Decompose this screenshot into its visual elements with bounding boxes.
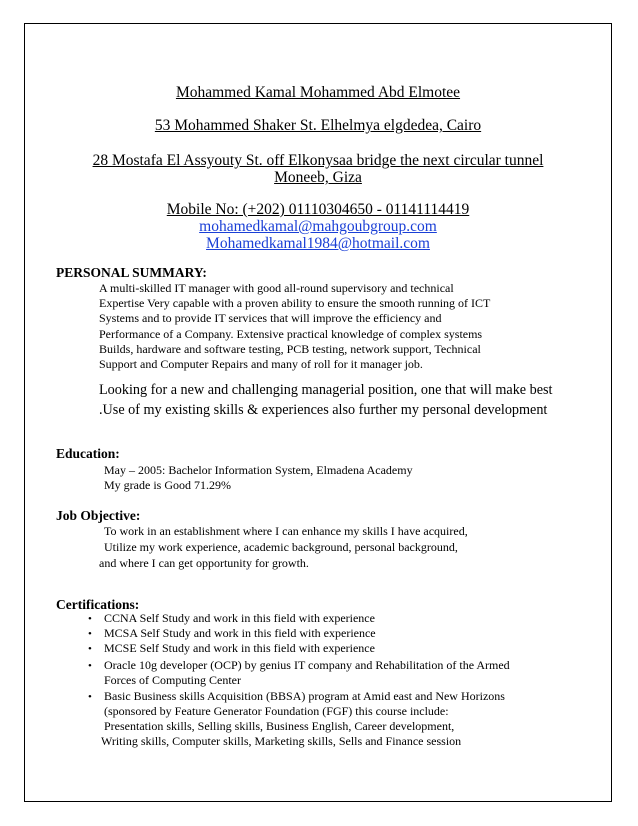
summary-line: Expertise Very capable with a proven ability to ensure the smooth running of ICT <box>99 296 491 311</box>
summary-line: Systems and to provide IT services that will improve the efficiency and <box>99 311 442 326</box>
summary-line: Builds, hardware and software testing, PCB testing, network support, Technical <box>99 341 481 356</box>
certification-item-continued: Forces of Computing Center <box>104 673 241 687</box>
certification-item: MCSA Self Study and work in this field with experience <box>104 626 376 640</box>
certification-item: CCNA Self Study and work in this field with experience <box>104 611 375 625</box>
list-bullet: • <box>88 628 92 640</box>
list-bullet: • <box>88 660 92 672</box>
goal-line: Looking for a new and challenging managerial position, one that will make best <box>99 382 553 398</box>
certification-item: MCSE Self Study and work in this field with experience <box>104 641 375 655</box>
certification-item: Oracle 10g developer (OCP) by genius IT company and Rehabilitation of the Armed <box>104 658 510 672</box>
objective-heading: Job Objective: <box>56 508 141 523</box>
education-line: My grade is Good 71.29% <box>104 478 231 493</box>
summary-text <box>99 281 490 372</box>
education-line: May – 2005: Bachelor Information System, Elmadena Academy <box>104 463 413 477</box>
certifications-heading: Certifications: <box>56 597 140 612</box>
objective-line: and where I can get opportunity for growth. <box>99 556 309 570</box>
email-link-2[interactable]: Mohamedkamal1984@hotmail.com <box>206 235 430 252</box>
list-bullet: • <box>88 691 92 703</box>
certification-item-continued: (sponsored by Feature Generator Foundation (FGF) this course include: <box>104 704 449 718</box>
mobile-numbers: Mobile No: (+202) 01110304650 - 01141114419 <box>166 201 470 218</box>
objective-line: Utilize my work experience, academic background, personal background, <box>104 540 458 554</box>
certification-item: Basic Business skills Acquisition (BBSA) program at Amid east and New Horizons <box>104 689 505 703</box>
certification-item-continued: Writing skills, Computer skills, Marketing skills, Sells and Finance session <box>101 734 462 748</box>
objective-text <box>99 523 468 571</box>
summary-line: Performance of a Company. Extensive practical knowledge of complex systems <box>99 326 483 341</box>
education-text <box>104 463 413 493</box>
candidate-name: Mohammed Kamal Mohammed Abd Elmotee <box>175 84 461 101</box>
address-line-2b: Moneeb, Giza <box>274 169 362 186</box>
list-bullet: • <box>88 643 92 655</box>
summary-line: A multi-skilled IT manager with good all-round supervisory and technical <box>99 281 454 295</box>
address-line-2a: 28 Mostafa El Assyouty St. off Elkonysaa bridge the next circular tunnel <box>92 152 544 169</box>
summary-line: Support and Computer Repairs and many of roll for it manager job. <box>99 357 423 372</box>
career-goal <box>99 381 552 420</box>
summary-heading: PERSONAL SUMMARY: <box>56 265 207 280</box>
education-heading: Education: <box>56 446 120 461</box>
address-line-1: 53 Mohammed Shaker St. Elhelmya elgdedea, Cairo <box>154 117 482 134</box>
goal-line: .Use of my existing skills & experiences also further my personal development <box>99 401 548 418</box>
certification-item-continued: Presentation skills, Selling skills, Business English, Career development, <box>104 719 455 733</box>
list-bullet: • <box>88 613 92 625</box>
objective-line: To work in an establishment where I can enhance my skills I have acquired, <box>104 524 468 538</box>
email-link-1[interactable]: mohamedkamal@mahgoubgroup.com <box>199 218 437 235</box>
